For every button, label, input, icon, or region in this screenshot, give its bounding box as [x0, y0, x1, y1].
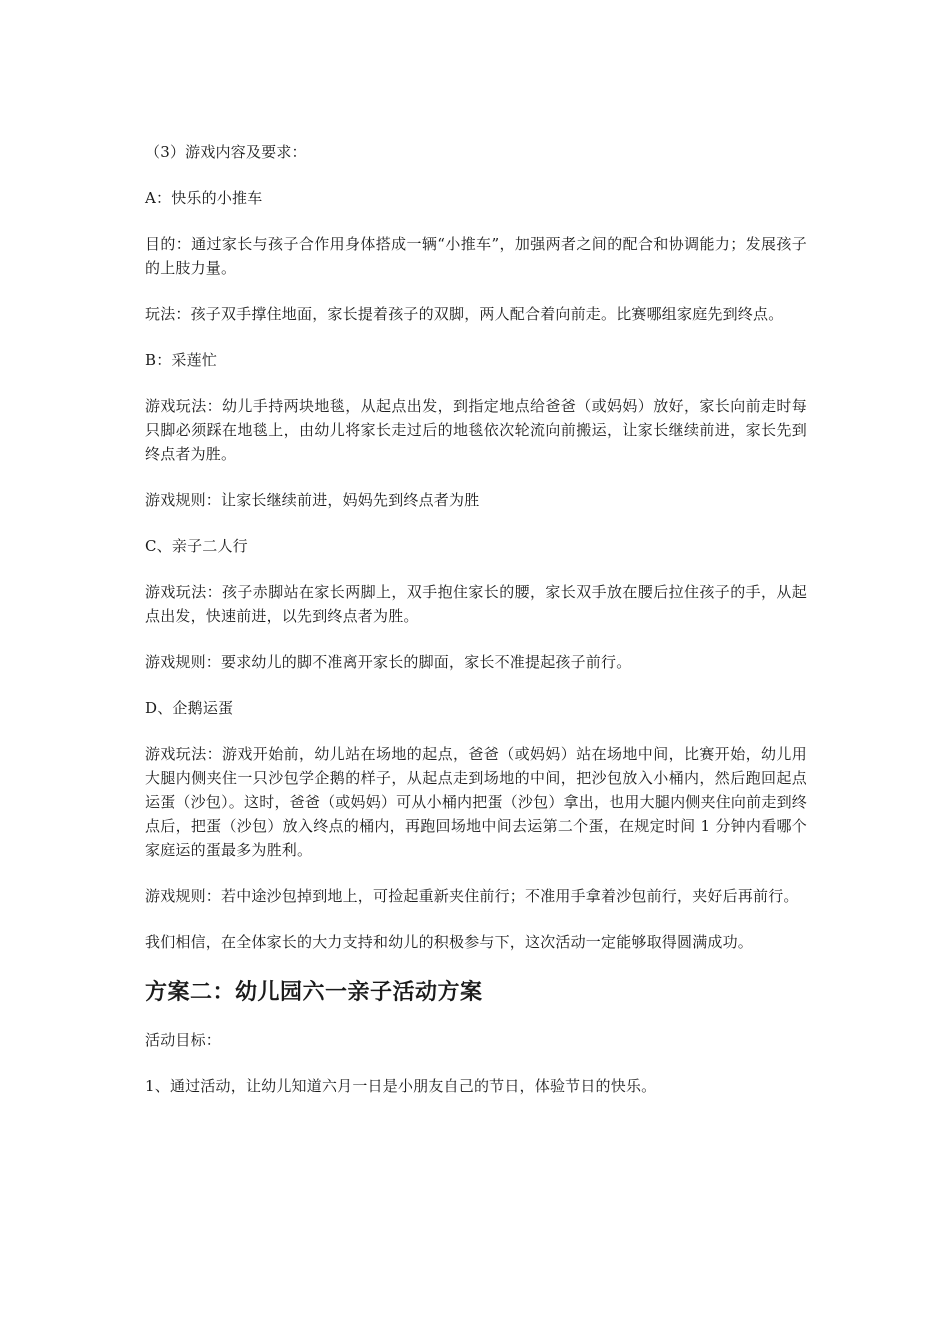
section-subtitle: （3）游戏内容及要求：: [145, 143, 307, 161]
activity-goal-item: 1、通过活动，让幼儿知道六月一日是小朋友自己的节日，体验节日的快乐。: [145, 1077, 657, 1095]
game-d-rules: 游戏规则：若中途沙包掉到地上，可捡起重新夹住前行；不准用手拿着沙包前行，夹好后再前行。: [145, 887, 799, 905]
game-a-purpose: 目的：通过家长与孩子合作用身体搭成一辆“小推车”，加强两者之间的配合和协调能力；发展孩子的上肢力量。: [145, 235, 807, 277]
game-c-method: 游戏玩法：孩子赤脚站在家长两脚上，双手抱住家长的腰，家长双手放在腰后拉住孩子的手，从起点出发，快速前进，以先到终点者为胜。: [145, 583, 807, 625]
game-b-rules: 游戏规则：让家长继续前进，妈妈先到终点者为胜: [145, 491, 480, 509]
section-heading: 方案二：幼儿园六一亲子活动方案: [145, 979, 483, 1005]
activity-goals-label: 活动目标：: [145, 1031, 222, 1049]
game-d-title: D、企鹅运蛋: [145, 699, 234, 717]
game-c-rules: 游戏规则：要求幼儿的脚不准离开家长的脚面，家长不准提起孩子前行。: [145, 653, 632, 671]
document-page: [145, 140, 807, 1120]
game-a-method: 玩法：孩子双手撑住地面，家长提着孩子的双脚，两人配合着向前走。比赛哪组家庭先到终点。: [145, 305, 784, 323]
game-a-title: A：快乐的小推车: [145, 189, 263, 207]
game-d-method: 游戏玩法：游戏开始前，幼儿站在场地的起点，爸爸（或妈妈）站在场地中间，比赛开始，幼儿用大腿内侧夹住一只沙包学企鹅的样子，从起点走到场地的中间，把沙包放入小桶内，然后跑回起点运蛋（沙包）。这时，爸爸（或妈妈）可从小桶内把蛋（沙包）拿出，也用大腿内侧夹住向前走到终点后，把蛋（沙包）放入终点的桶内，再跑回场地中间去运第二个蛋，在规定时间 1 分钟内看哪个家庭运的蛋最多为胜利。: [145, 745, 807, 859]
closing-paragraph: 我们相信，在全体家长的大力支持和幼儿的积极参与下，这次活动一定能够取得圆满成功。: [145, 933, 754, 951]
game-b-title: B：采莲忙: [145, 351, 218, 369]
game-b-method: 游戏玩法：幼儿手持两块地毯，从起点出发，到指定地点给爸爸（或妈妈）放好，家长向前走时每只脚必须踩在地毯上，由幼儿将家长走过后的地毯依次轮流向前搬运，让家长继续前进，家长先到终点者为胜。: [145, 397, 807, 463]
game-c-title: C、亲子二人行: [145, 537, 248, 555]
